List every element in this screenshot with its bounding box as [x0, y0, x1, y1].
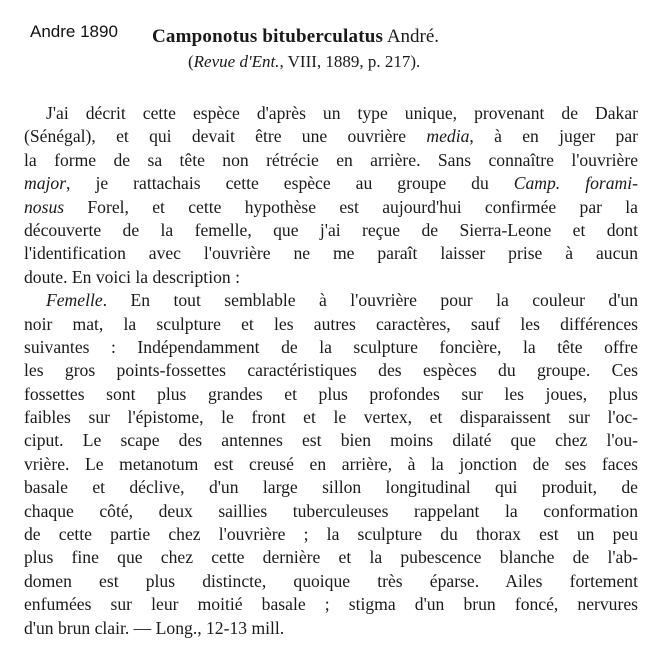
citation-journal: Revue d'Ent.: [193, 52, 280, 71]
species-name: Camponotus bituberculatus: [152, 26, 384, 47]
italic-text: Femelle: [46, 290, 103, 311]
text-line: [24, 125, 638, 148]
text-line: [24, 546, 638, 569]
text-line: [24, 289, 638, 312]
text-line: [24, 570, 638, 593]
italic-text: nosus: [24, 196, 65, 217]
text-run: faibles sur l'épistome, le front et le vertex, et disparaissent sur l'oc-: [24, 407, 638, 428]
text-run: (Sénégal), et qui devait être une ouvrière: [24, 126, 427, 147]
italic-text: media: [426, 126, 470, 147]
text-run: vrière. Le metanotum est creusé en arrière, à la jonction de ses faces: [24, 453, 638, 474]
text-line: [24, 523, 638, 546]
text-line: [24, 336, 638, 359]
text-run: fossettes sont plus grandes et plus profondes sur les joues, plus: [24, 383, 638, 404]
text-run: chaque côté, deux saillies tuberculeuses rappelant la conformation: [24, 500, 638, 521]
text-run: découverte de la femelle, que j'ai reçue de Sierra-Leone et dont: [24, 219, 638, 240]
text-line: [24, 102, 638, 125]
text-line: [24, 429, 638, 452]
species-author: André.: [386, 26, 440, 47]
text-run: domen est plus distincte, quoique très éparse. Ailes fortement: [24, 570, 638, 591]
text-line: [24, 196, 638, 219]
text-line: [24, 359, 638, 382]
text-run: d'un brun clair. — Long., 12-13 mill.: [24, 617, 285, 638]
italic-text: Camp. forami-: [513, 173, 638, 194]
text-run: l'identification avec l'ouvrière ne me paraît laisser prise à aucun: [24, 243, 638, 264]
text-line: [24, 383, 638, 406]
paragraph-female-description: [24, 289, 638, 640]
description-body: [24, 102, 638, 640]
text-line: [24, 500, 638, 523]
citation-open: (: [188, 52, 194, 71]
text-run: . En tout semblable à l'ouvrière pour la couleur d'un: [102, 290, 638, 311]
text-run: enfumées sur leur moitié basale ; stigma d'un brun foncé, nervures: [24, 594, 638, 615]
text-run: plus fine que chez cette dernière et la pubescence blanche de l'ab-: [24, 547, 638, 568]
citation-rest: , VIII, 1889, p. 217).: [279, 52, 421, 71]
text-run: noir mat, la sculpture et les autres caractères, sauf les différences: [24, 313, 638, 334]
text-run: Forel, et cette hypothèse est aujourd'hui confirmée par la: [64, 196, 638, 217]
species-heading: [152, 26, 439, 48]
text-line: [24, 219, 638, 242]
text-run: doute. En voici la description :: [24, 266, 240, 287]
paragraph-intro: [24, 102, 638, 289]
citation: [188, 52, 420, 72]
text-line: [24, 476, 638, 499]
reference-tag: Andre 1890: [30, 22, 118, 41]
text-run: basale et déclive, d'un large sillon longitudinal qui produit, de: [24, 477, 638, 498]
text-run: la forme de sa tête non rétrécie en arrière. Sans connaître l'ouvrière: [24, 149, 638, 170]
text-line: [24, 242, 638, 265]
text-run: de cette partie chez l'ouvrière ; la sculpture du thorax est un peu: [24, 524, 638, 545]
text-line: [24, 172, 638, 195]
text-line: [24, 406, 638, 429]
text-run: les gros points-fossettes caractéristiques des espèces du groupe. Ces: [24, 360, 638, 381]
text-line: [24, 617, 638, 640]
text-line: [24, 453, 638, 476]
text-run: J'ai décrit cette espèce d'après un type unique, provenant de Dakar: [46, 103, 638, 123]
text-line: [24, 313, 638, 336]
italic-text: major: [24, 173, 67, 194]
text-run: suivantes : Indépendamment de la sculpture foncière, la tête offre: [24, 336, 638, 357]
text-run: , à en juger par: [469, 126, 638, 147]
text-line: [24, 266, 638, 289]
text-line: [24, 149, 638, 172]
text-run: ciput. Le scape des antennes est bien moins dilaté que chez l'ou-: [24, 430, 638, 451]
text-line: [24, 593, 638, 616]
text-run: , je rattachais cette espèce au groupe du: [66, 173, 514, 194]
